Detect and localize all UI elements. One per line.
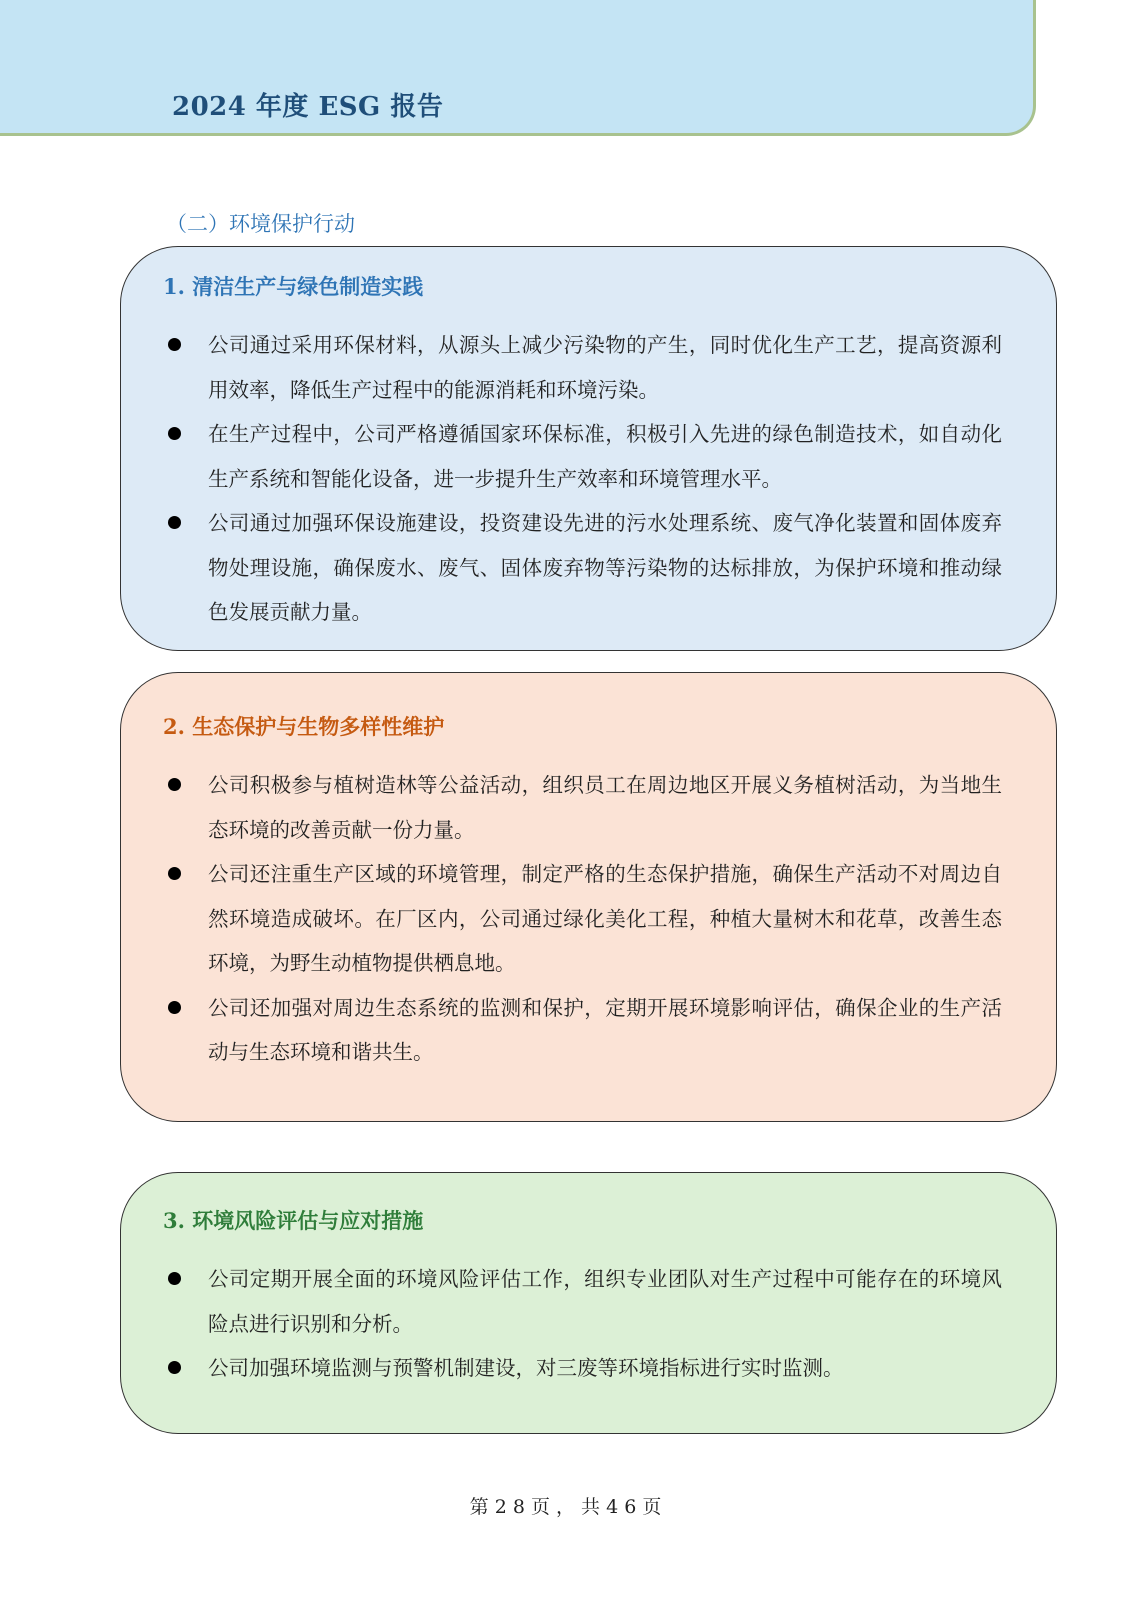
page-number: 第 2 8 页 ， 共 4 6 页 (469, 1496, 662, 1518)
list-item-text: 公司通过加强环保设施建设，投资建设先进的污水处理系统、废气净化装置和固体废弃物处理设施，确保废水、废气、固体废弃物等污染物的达标排放，为保护环境和推动绿色发展贡献力量。 (208, 511, 1002, 624)
list-item-text: 公司还加强对周边生态系统的监测和保护，定期开展环境影响评估，确保企业的生产活动与生态环境和谐共生。 (208, 995, 1002, 1064)
list-item (121, 501, 1056, 635)
list-item-text: 公司通过采用环保材料，从源头上减少污染物的产生，同时优化生产工艺，提高资源利用效率，降低生产过程中的能源消耗和环境污染。 (208, 333, 1002, 402)
list-item (121, 1257, 1056, 1346)
list-item-text: 在生产过程中，公司严格遵循国家环保标准，积极引入先进的绿色制造技术，如自动化生产系统和智能化设备，进一步提升生产效率和环境管理水平。 (208, 422, 1002, 491)
list-item (121, 852, 1056, 986)
section-box-ecology (120, 672, 1057, 1122)
bullet-list (121, 1257, 1056, 1391)
bullet-dot-icon (168, 867, 181, 880)
section-box-risk (120, 1172, 1057, 1434)
section-heading: （二）环境保护行动 (166, 212, 355, 236)
list-item-text: 公司加强环境监测与预警机制建设，对三废等环境指标进行实时监测。 (208, 1356, 844, 1380)
list-item (121, 323, 1056, 412)
list-item-text: 公司定期开展全面的环境风险评估工作，组织专业团队对生产过程中可能存在的环境风险点进行识别和分析。 (208, 1267, 1002, 1336)
section-title: 3. 环境风险评估与应对措施 (163, 1208, 424, 1233)
bullet-dot-icon (168, 1272, 181, 1285)
bullet-dot-icon (168, 516, 181, 529)
bullet-list (121, 763, 1056, 1075)
list-item-text: 公司积极参与植树造林等公益活动，组织员工在周边地区开展义务植树活动，为当地生态环境的改善贡献一份力量。 (208, 773, 1002, 842)
list-item (121, 412, 1056, 501)
bullet-list (121, 323, 1056, 635)
bullet-dot-icon (168, 1361, 181, 1374)
bullet-dot-icon (168, 427, 181, 440)
report-title: 2024 年度 ESG 报告 (172, 92, 444, 122)
bullet-dot-icon (168, 1001, 181, 1014)
list-item (121, 763, 1056, 852)
section-title: 1. 清洁生产与绿色制造实践 (163, 274, 424, 299)
bullet-dot-icon (168, 778, 181, 791)
header-band (0, 0, 1036, 136)
section-title: 2. 生态保护与生物多样性维护 (163, 714, 445, 739)
list-item-text: 公司还注重生产区域的环境管理，制定严格的生态保护措施，确保生产活动不对周边自然环境造成破坏。在厂区内，公司通过绿化美化工程，种植大量树木和花草，改善生态环境，为野生动植物提供栖息地。 (208, 862, 1002, 975)
bullet-dot-icon (168, 338, 181, 351)
list-item (121, 986, 1056, 1075)
section-box-clean-production (120, 246, 1057, 651)
list-item (121, 1346, 1056, 1391)
